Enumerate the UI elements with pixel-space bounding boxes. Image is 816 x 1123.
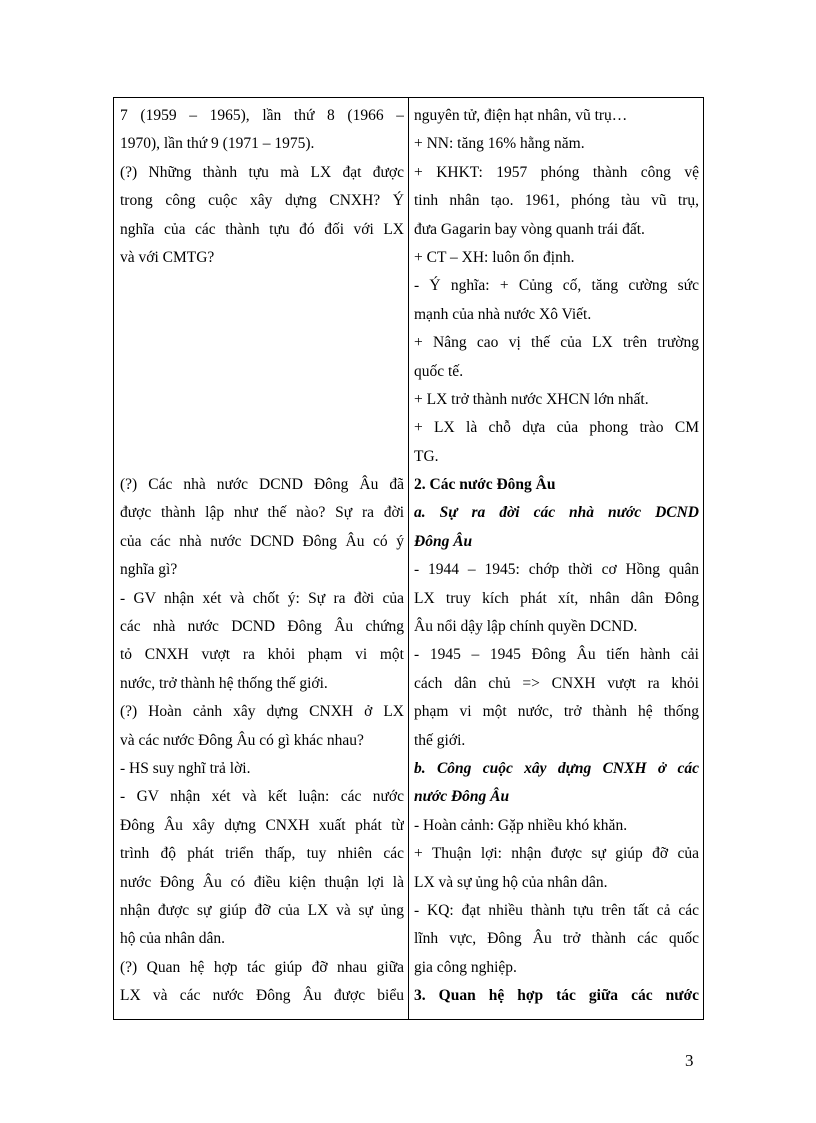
right-text-line: - 1944 – 1945: chớp thời cơ Hồng quân [414,561,699,579]
left-text-line: trong công cuộc xây dựng CNXH? Ý [120,192,404,210]
right-text-line: LX truy kích phát xít, nhân dân Đông [414,589,699,607]
right-text-line: mạnh của nhà nước Xô Viết. [414,305,592,323]
left-text-line [120,386,404,414]
right-text-line: + KHKT: 1957 phóng thành công vệ [414,163,699,181]
right-text-line: + Nâng cao vị thế của LX trên trường [414,334,699,352]
left-text-line [120,329,404,357]
left-text-line: các nhà nước DCND Đông Âu chứng [120,618,404,636]
left-text-line: hộ của nhân dân. [120,930,226,948]
left-text-line: và với CMTG? [120,248,215,266]
right-text-line: + LX là chỗ dựa của phong trào CM [414,419,699,437]
left-text-line: 7 (1959 – 1965), lần thứ 8 (1966 – [120,107,404,124]
left-text-line [120,443,404,471]
right-text-line: Đông Âu [414,532,473,550]
right-text-line: 3. Quan hệ hợp tác giữa các nước [414,987,699,1005]
left-text-line: nước Đông Âu có điều kiện thuận lợi là [120,873,404,891]
left-text-line: được thành lập như thế nào? Sự ra đời [120,504,404,522]
right-column-content [414,102,699,1011]
right-text-line: Âu nổi dậy lập chính quyền DCND. [414,618,638,636]
left-text-line: Đông Âu xây dựng CNXH xuất phát từ [120,816,404,834]
left-text-line [120,301,404,329]
right-text-line: a. Sự ra đời các nhà nước DCND [414,504,699,522]
left-text-line: nước, trở thành hệ thống thế giới. [120,674,328,692]
content-table [113,97,704,1020]
left-text-line: (?) Quan hệ hợp tác giúp đỡ nhau giữa [120,958,404,976]
right-text-line: + CT – XH: luôn ổn định. [414,248,575,266]
left-text-line: - HS suy nghĩ trả lời. [120,759,251,777]
right-text-line: - Hoàn cảnh: Gặp nhiều khó khăn. [414,816,628,834]
left-text-line: nghĩa gì? [120,561,178,579]
left-column-activities [120,102,404,1011]
left-text-line [120,414,404,442]
left-text-line: LX và các nước Đông Âu được biểu [120,987,404,1005]
left-text-line: của các nhà nước DCND Đông Âu có ý [120,532,404,550]
right-text-line: + LX trở thành nước XHCN lớn nhất. [414,390,649,408]
right-text-line: phạm vi một nước, trở thành hệ thống [414,703,699,721]
right-text-line: gia công nghiệp. [414,958,517,976]
left-text-line: - GV nhận xét và chốt ý: Sự ra đời của [120,589,404,607]
left-text-line: và các nước Đông Âu có gì khác nhau? [120,731,364,749]
right-text-line: - KQ: đạt nhiều thành tựu trên tất cả các [414,901,699,919]
right-text-line: tinh nhân tạo. 1961, phóng tàu vũ trụ, [414,192,699,210]
left-text-line: tỏ CNXH vượt ra khỏi phạm vi một [120,646,404,664]
right-text-line: + NN: tăng 16% hằng năm. [414,135,585,153]
right-text-line: quốc tế. [414,362,464,380]
right-text-line: - 1945 – 1945 Đông Âu tiến hành cải [414,646,699,664]
right-text-line: đưa Gagarin bay vòng quanh trái đất. [414,220,645,238]
left-text-line: nhận được sự giúp đỡ của LX và sự ủng [120,901,404,919]
left-text-line [120,358,404,386]
right-text-line: lĩnh vực, Đông Âu trở thành các quốc [414,930,699,948]
left-text-line: (?) Các nhà nước DCND Đông Âu đã [120,476,404,494]
right-text-line: + Thuận lợi: nhận được sự giúp đỡ của [414,845,699,863]
left-text-line: trình độ phát triển thấp, tuy nhiên các [120,845,404,863]
right-text-line: cách dân chủ => CNXH vượt ra khỏi [414,674,699,692]
left-text-line: 1970), lần thứ 9 (1971 – 1975). [120,135,315,153]
page-number: 3 [685,1051,694,1070]
left-text-line: nghĩa của các thành tựu đó đối với LX [120,220,404,238]
left-text-line: (?) Những thành tựu mà LX đạt được [120,163,404,181]
right-text-line: - Ý nghĩa: + Củng cố, tăng cường sức [414,277,699,295]
column-divider [408,98,409,1019]
left-text-line [120,272,404,300]
right-text-line: thế giới. [414,731,466,749]
right-text-line: LX và sự ủng hộ của nhân dân. [414,873,608,891]
right-text-line: nước Đông Âu [414,788,510,806]
right-text-line: nguyên tử, điện hạt nhân, vũ trụ… [414,107,628,124]
right-text-line: TG. [414,447,439,465]
left-text-line: - GV nhận xét và kết luận: các nước [120,788,404,806]
right-text-line: 2. Các nước Đông Âu [414,476,556,494]
right-text-line: b. Công cuộc xây dựng CNXH ở các [414,759,699,777]
left-text-line: (?) Hoàn cảnh xây dựng CNXH ở LX [120,703,404,721]
